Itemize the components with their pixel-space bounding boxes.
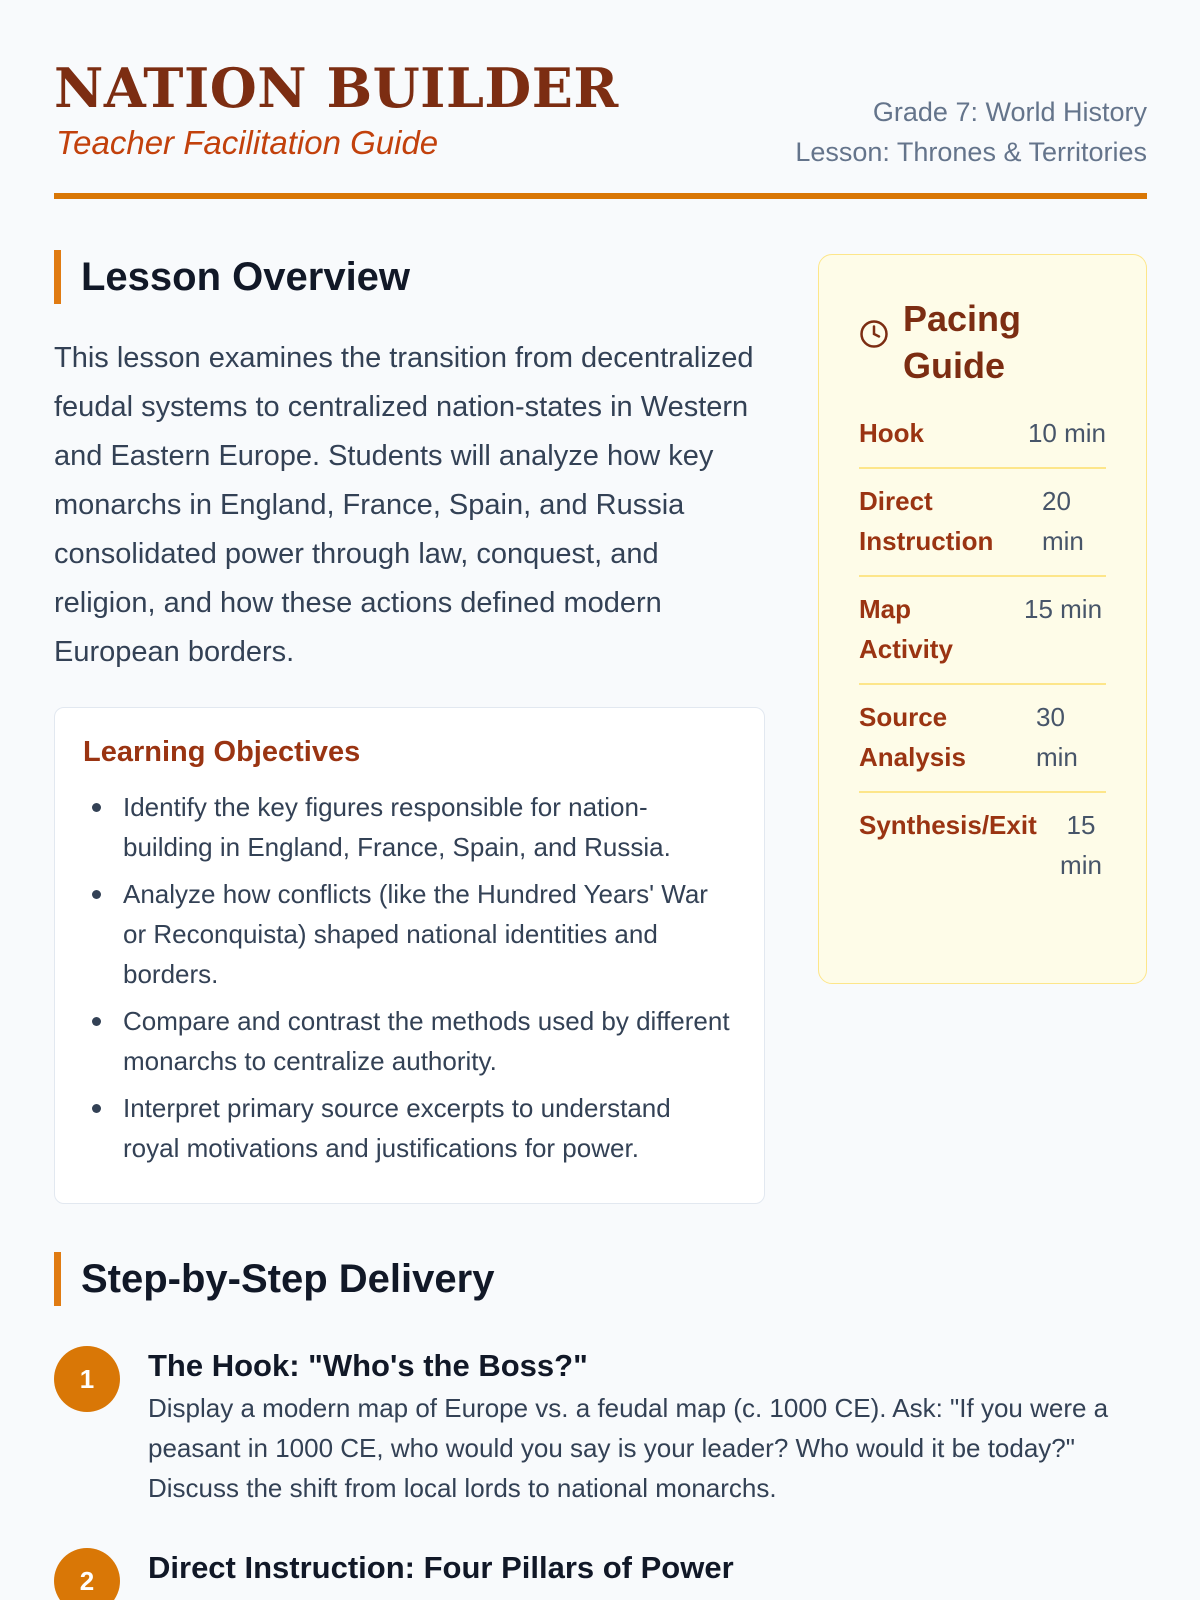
pacing-guide-card [818, 254, 1147, 984]
objective-item: Analyze how conflicts (like the Hundred Years' War or Reconquista) shaped national identities and borders. [83, 874, 734, 994]
objectives-heading: Learning Objectives [83, 736, 361, 768]
learning-objectives-card [54, 707, 765, 1204]
left-column [54, 250, 765, 1204]
objective-item: Interpret primary source excerpts to understand royal motivations and justifications for power. [83, 1088, 734, 1168]
grade-label: Grade 7: World History [872, 97, 1147, 127]
pacing-row [859, 793, 1106, 899]
header [54, 0, 1147, 200]
overview-heading: Lesson Overview [54, 250, 765, 304]
header-divider [54, 193, 1147, 199]
objectives-list [83, 787, 734, 1168]
pacing-header [859, 295, 1106, 389]
pacing-row [859, 401, 1106, 469]
pacing-label: Direct Instruction [859, 486, 994, 556]
pacing-value: 20 min [1042, 486, 1084, 556]
pacing-row [859, 577, 1106, 685]
objective-item: Identify the key figures responsible for nation-building in England, France, Spain, and Russia. [83, 787, 734, 867]
pacing-row [859, 685, 1106, 793]
step-number-badge: 2 [54, 1548, 120, 1600]
overview-text: This lesson examines the transition from decentralized feudal systems to centralized nation-states in Western and Eastern Europe. Students will analyze how key monarchs in England, France, Spain, and Russia consolidated power through law, conquest, and religion, and how these actions defined modern European borders. [54, 342, 754, 668]
pacing-label: Source Analysis [859, 702, 966, 772]
step-number-badge: 1 [54, 1346, 120, 1412]
pacing-title: Pacing Guide [903, 298, 1022, 386]
steps-heading: Step-by-Step Delivery [54, 1252, 1147, 1306]
step-item [54, 1346, 1147, 1508]
pacing-value: 30 min [1036, 702, 1078, 772]
pacing-value: 10 min [1027, 418, 1106, 448]
page-subtitle: Teacher Facilitation Guide [56, 124, 439, 161]
page [54, 0, 1147, 1596]
steps-section [54, 1252, 1147, 1596]
lesson-label: Lesson: Thrones & Territories [795, 137, 1147, 167]
pacing-label: Hook [859, 418, 924, 448]
page-title: NATION BUILDER [54, 56, 619, 120]
pacing-row [859, 469, 1106, 577]
pacing-value: 15 min [1024, 594, 1103, 624]
step-title: The Hook: "Who's the Boss?" [148, 1348, 588, 1383]
pacing-value: 15 min [1060, 810, 1102, 880]
objective-item: Compare and contrast the methods used by different monarchs to centralize authority. [83, 1001, 734, 1081]
clock-icon [859, 319, 889, 349]
step-title: Direct Instruction: Four Pillars of Power [148, 1550, 734, 1585]
step-item [54, 1548, 1147, 1596]
lesson-meta [795, 92, 1147, 172]
step-text: Display a modern map of Europe vs. a feudal map (c. 1000 CE). Ask: "If you were a peasant in 1000 CE, who would you say is your leader? Who would it be today?" Discuss the shift from local lords to national monarchs. [148, 1393, 1109, 1503]
pacing-label: Map Activity [859, 594, 953, 664]
pacing-label: Synthesis/Exit [859, 810, 1037, 840]
